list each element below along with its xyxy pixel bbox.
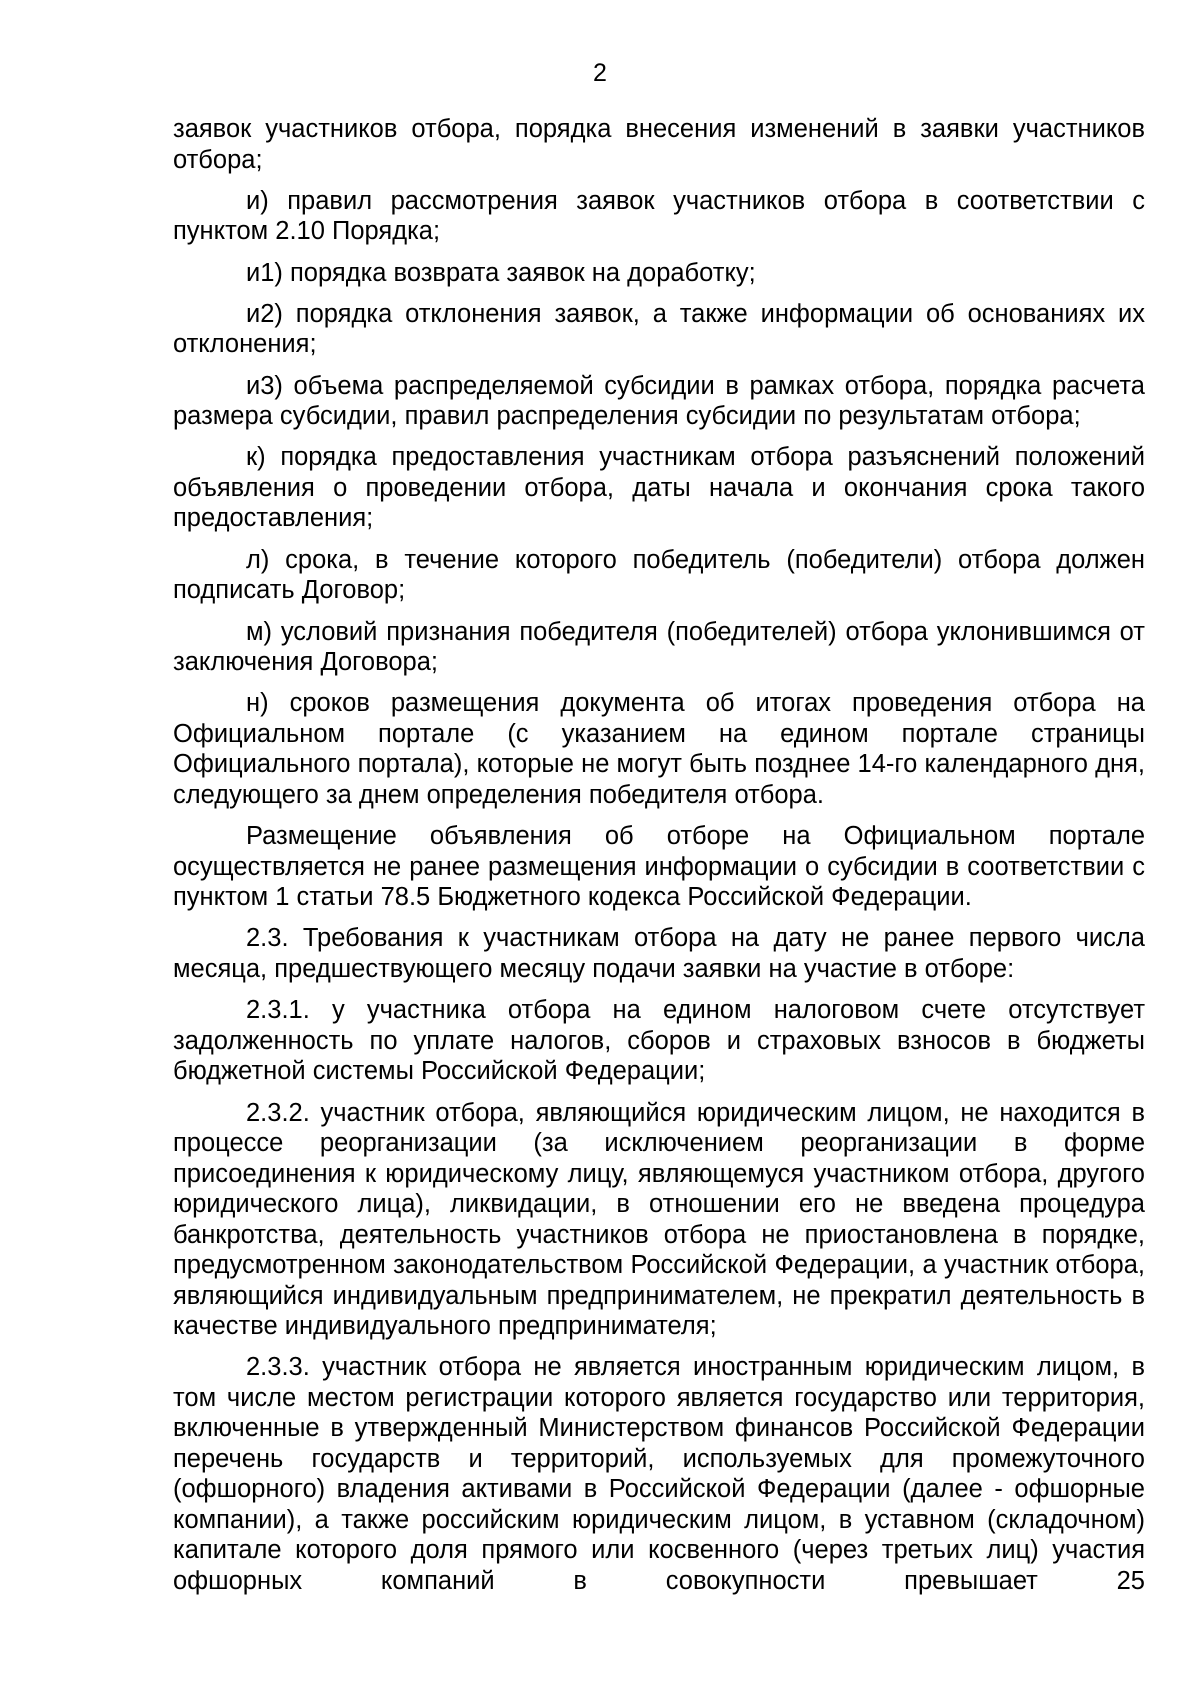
document-body xyxy=(173,114,1145,1607)
paragraph-section-2-3: 2.3. Требования к участникам отбора на дату не ранее первого числа месяца, предшествующего месяцу подачи заявки на участие в отборе: xyxy=(173,924,1145,983)
paragraph-item-i3: и3) объема распределяемой субсидии в рамках отбора, порядка расчета размера субсидии, правил распределения субсидии по результатам отбора; xyxy=(173,371,1145,431)
paragraph-announcement-placement: Размещение объявления об отборе на Официальном портале осуществляется не ранее размещения информации о субсидии в соответствии с пунктом 1 статьи 78.5 Бюджетного кодекса Российской Федерации. xyxy=(173,822,1145,912)
paragraph-section-2-3-1: 2.3.1. у участника отбора на едином налоговом счете отсутствует задолженность по уплате налогов, сборов и страховых взносов в бюджеты бюджетной системы Российской Федерации; xyxy=(173,996,1145,1086)
page-number: 2 xyxy=(593,59,607,87)
paragraph-section-2-3-2: 2.3.2. участник отбора, являющийся юридическим лицом, не находится в процессе реорганизации (за исключением реорганизации в форме присоединения к юридическому лицу, являющемуся участником отбора, другого юридического лица), ликвидации, в отношении его не введена процедура банкротства, деятельность участников отбора не приостановлена в порядке, предусмотренном законодательством Российской Федерации, а участник отбора, являющийся индивидуальным предпринимателем, не прекратил деятельность в качестве индивидуального предпринимателя; xyxy=(173,1098,1145,1341)
paragraph-section-2-3-3: 2.3.3. участник отбора не является иностранным юридическим лицом, в том числе местом регистрации которого является государство или территория, включенные в утвержденный Министерством финансов Российской Федерации перечень государств и территорий, используемых для промежуточного (офшорного) владения активами в Российской Федерации (далее - офшорные компании), а также российским юридическим лицом, в уставном (складочном) капитале которого доля прямого или косвенного (через третьих лиц) участия офшорных компаний в совокупности превышает 25 xyxy=(173,1353,1145,1595)
paragraph-item-i: и) правил рассмотрения заявок участников отбора в соответствии с пунктом 2.10 Порядка; xyxy=(173,186,1145,246)
paragraph-item-i1: и1) порядка возврата заявок на доработку; xyxy=(246,258,756,287)
paragraph-item-n: н) сроков размещения документа об итогах проведения отбора на Официальном портале (с указанием на едином портале страницы Официального портала), которые не могут быть позднее 14-го календарного дня, следующего за днем определения победителя отбора. xyxy=(173,689,1145,809)
paragraph-item-i2: и2) порядка отклонения заявок, а также информации об основаниях их отклонения; xyxy=(173,299,1145,359)
paragraph-continuation: заявок участников отбора, порядка внесения изменений в заявки участников отбора; xyxy=(173,115,1145,174)
paragraph-item-m: м) условий признания победителя (победителей) отбора уклонившимся от заключения Договора; xyxy=(173,617,1145,677)
paragraph-item-k: к) порядка предоставления участникам отбора разъяснений положений объявления о проведении отбора, даты начала и окончания срока такого предоставления; xyxy=(173,443,1145,533)
paragraph-item-l: л) срока, в течение которого победитель (победители) отбора должен подписать Договор; xyxy=(173,545,1145,605)
